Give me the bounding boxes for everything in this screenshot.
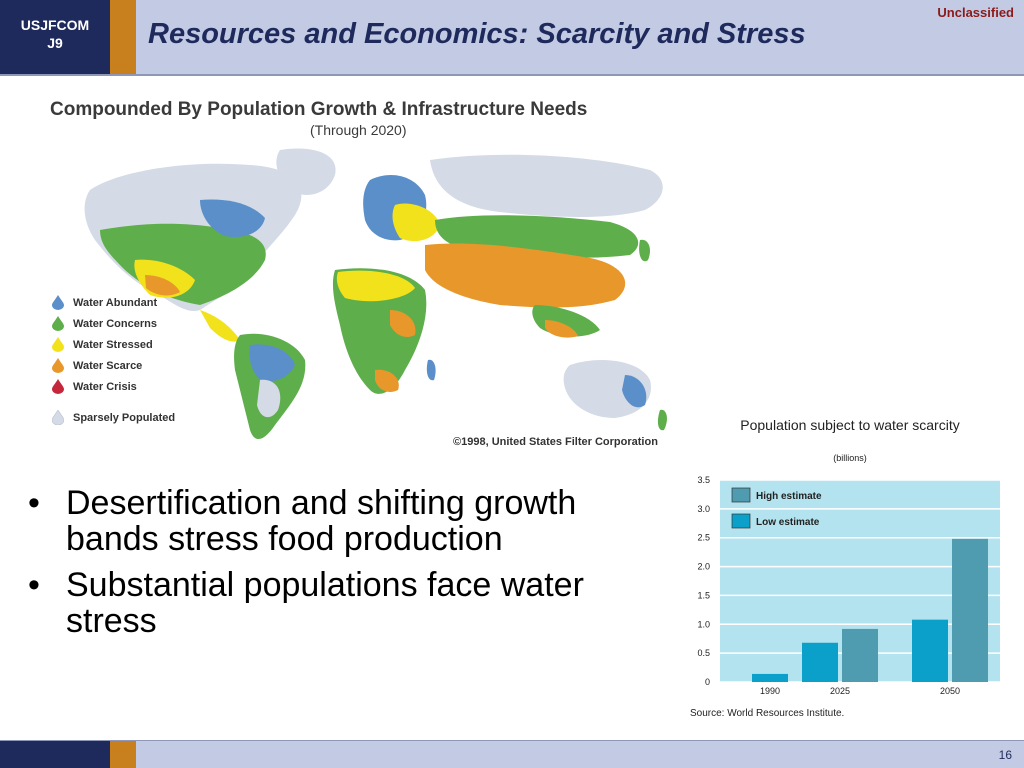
header-divider [0,74,1024,76]
legend-label: Low estimate [756,517,820,528]
legend-swatch [732,514,750,528]
water-drop-icon [52,316,64,331]
legend-label: Water Crisis [73,380,137,393]
y-tick-label: 1.5 [697,590,710,601]
legend-label: Water Stressed [73,338,153,351]
map-asia-sparse [430,155,663,217]
footer-navy-block [0,741,110,768]
legend-item-water-crisis [52,376,175,397]
footer-band [136,741,1024,768]
map-copyright: ©1998, United States Filter Corporation [453,436,658,448]
water-drop-icon [52,358,64,373]
bar-high-estimate [952,539,988,682]
x-tick-label: 1990 [759,686,781,696]
map-new-zealand [658,410,667,431]
bullet-item [28,567,588,639]
bullet-dot-icon: • [28,566,40,604]
bar-low-estimate [912,620,948,682]
legend-label: Sparsely Populated [73,411,176,424]
org-name: USJFCOM [20,17,90,33]
chart-title: Population subject to water scarcity [740,417,960,433]
map-legend [52,292,175,428]
map-subtitle: (Through 2020) [310,122,407,138]
water-drop-icon [52,410,64,425]
y-tick-label: 3.0 [697,503,710,514]
legend-label: Water Concerns [73,317,157,330]
bullet-text: Desertification and shifting growth bands stress food production [66,484,577,558]
legend-swatch [732,488,750,502]
water-scarcity-bar-chart [680,470,1010,700]
bullet-text: Substantial populations face water stress [66,566,584,640]
bar-high-estimate [842,629,878,682]
slide-title: Resources and Economics: Scarcity and Stress [148,18,806,50]
chart-units: (billions) [833,453,867,463]
bar-low-estimate [802,643,838,682]
page-number: 16 [998,748,1012,762]
y-tick-label: 1.0 [697,619,710,630]
legend-item-water-concerns [52,313,175,334]
classification-marking: Unclassified [937,5,1014,20]
x-tick-label: 2050 [939,686,961,696]
map-europe-stressed [393,204,440,242]
legend-item-water-stressed [52,334,175,355]
map-title: Compounded By Population Growth & Infrastructure Needs [50,99,588,120]
bullet-item [28,485,588,557]
legend-label: Water Abundant [73,296,158,309]
bar-low-estimate [752,674,788,682]
footer-orange-stripe [110,741,136,768]
chart-source: Source: World Resources Institute. [690,708,845,719]
legend-label: Water Scarce [73,359,143,372]
org-logo-text [0,16,110,52]
legend-item-sparsely-populated [52,407,175,428]
org-sub: J9 [47,35,63,51]
bullet-list [28,485,588,649]
y-tick-label: 2.0 [697,561,710,572]
bullet-dot-icon: • [28,484,40,522]
map-japan [639,240,650,262]
y-tick-label: 0.5 [697,648,710,659]
map-madagascar [427,360,436,381]
water-drop-icon [52,379,64,394]
header-orange-stripe [110,0,136,75]
water-drop-icon [52,337,64,352]
map-central-america [200,310,240,342]
legend-label: High estimate [756,491,822,502]
legend-item-water-scarce [52,355,175,376]
y-tick-label: 3.5 [697,475,710,485]
water-drop-icon [52,295,64,310]
legend-item-water-abundant [52,292,175,313]
y-tick-label: 0 [704,677,710,687]
y-tick-label: 2.5 [697,532,710,543]
x-tick-label: 2025 [829,686,851,696]
